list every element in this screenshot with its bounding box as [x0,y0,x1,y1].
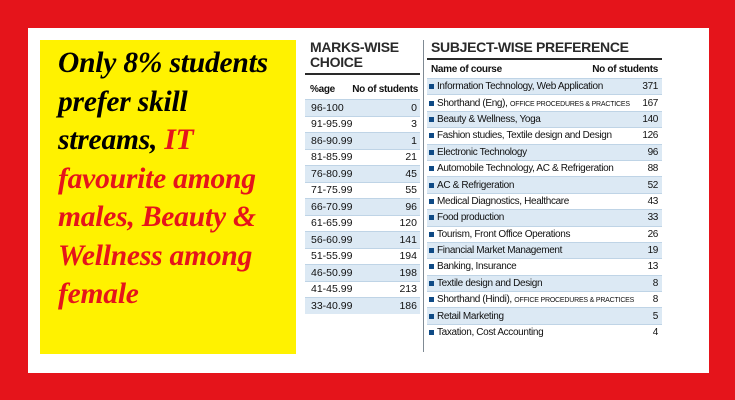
marks-range: 76-80.99 [311,167,353,180]
course-name-suffix: OFFICE PROCEDURES & PRACTICES [510,100,630,108]
course-name [437,245,646,256]
square-bullet-icon [429,117,434,122]
course-name-text: Tourism, Front Office Operations [437,228,571,240]
square-bullet-icon [429,101,434,106]
table-row [427,160,662,176]
marks-table-body [305,99,420,314]
table-row [305,231,420,248]
course-count: 88 [647,163,658,175]
course-name [437,98,640,109]
headline-red-text: IT favourite among males, Beauty & Wellness among female [58,124,256,310]
table-row [305,165,420,182]
table-row [427,275,662,291]
course-name [437,81,640,92]
course-count: 33 [647,212,658,224]
course-name-suffix: OFFICE PROCEDURES & PRACTICES [514,297,635,305]
marks-range: 33-40.99 [311,299,353,312]
marks-count: 198 [399,266,417,279]
marks-range: 81-85.99 [311,151,353,164]
square-bullet-icon [429,248,434,253]
course-name-text: AC & Refrigeration [437,179,515,191]
course-name-text: Textile design and Design [437,277,543,289]
course-name [437,196,646,207]
marks-range: 71-75.99 [311,184,353,197]
course-count: 140 [642,113,658,125]
marks-range: 66-70.99 [311,200,353,213]
course-name [437,311,651,322]
marks-range: 41-45.99 [311,283,353,296]
table-row [305,99,420,116]
table-row [305,264,420,281]
course-count: 13 [647,261,658,273]
marks-col-students: No of students [352,84,418,95]
marks-wise-table [305,40,420,314]
course-name [437,294,651,305]
course-name-text: Shorthand (Hindi), [437,294,515,306]
course-count: 96 [647,146,658,158]
square-bullet-icon [429,232,434,237]
course-count: 52 [647,179,658,191]
course-name-text: Financial Market Management [437,245,563,257]
subject-table-title: SUBJECT-WISE PREFERENCE [431,39,629,55]
square-bullet-icon [429,183,434,188]
table-row [305,198,420,215]
marks-range: 91-95.99 [311,118,353,131]
square-bullet-icon [429,297,434,302]
course-name-text: Retail Marketing [437,310,504,322]
course-count: 5 [652,310,658,322]
subject-table-body [427,78,662,340]
square-bullet-icon [429,150,434,155]
course-name-text: Beauty & Wellness, Yoga [437,113,541,125]
course-count: 26 [647,228,658,240]
course-name [437,229,646,240]
marks-table-header [305,75,420,99]
square-bullet-icon [429,84,434,89]
marks-count: 3 [411,118,417,131]
subject-wise-table [427,40,662,340]
square-bullet-icon [429,133,434,138]
table-row [305,281,420,298]
course-name-text: Electronic Technology [437,146,527,158]
table-row [427,94,662,110]
table-row [427,193,662,209]
course-count: 8 [652,277,658,289]
square-bullet-icon [429,281,434,286]
marks-count: 21 [405,151,417,164]
column-divider [423,40,424,352]
marks-range: 46-50.99 [311,266,353,279]
table-row [305,297,420,314]
square-bullet-icon [429,330,434,335]
course-count: 19 [647,245,658,257]
marks-title-line1: MARKS-WISE [310,39,399,55]
course-name [437,327,651,338]
subject-col-students: No of students [592,64,658,75]
table-row [427,144,662,160]
table-row [427,226,662,242]
marks-range: 86-90.99 [311,134,353,147]
course-name-text: Banking, Insurance [437,261,517,273]
square-bullet-icon [429,166,434,171]
table-row [427,242,662,258]
course-name-text: Medical Diagnostics, Healthcare [437,195,569,207]
table-row [427,307,662,323]
table-row [427,111,662,127]
course-count: 371 [642,81,658,93]
table-row [305,116,420,133]
course-count: 8 [652,294,658,306]
table-row [305,182,420,199]
square-bullet-icon [429,199,434,204]
table-row [427,78,662,94]
subject-table-header [427,60,662,78]
course-name [437,278,651,289]
headline-black-text: Only 8% students prefer skill streams, [58,47,268,156]
course-count: 43 [647,195,658,207]
headline-box [40,40,296,354]
course-name [437,212,646,223]
course-count: 167 [642,97,658,109]
course-name [437,261,646,272]
table-row [305,248,420,265]
course-name-text: Fashion studies, Textile design and Design [437,130,612,142]
table-row [305,149,420,166]
course-name-text: Automobile Technology, AC & Refrigeration [437,163,614,175]
course-name [437,114,640,125]
marks-col-age: %age [310,84,335,95]
marks-count: 141 [399,233,417,246]
table-row [427,258,662,274]
square-bullet-icon [429,264,434,269]
marks-count: 213 [399,283,417,296]
marks-count: 55 [405,184,417,197]
square-bullet-icon [429,215,434,220]
marks-range: 61-65.99 [311,217,353,230]
marks-count: 194 [399,250,417,263]
course-count: 126 [642,130,658,142]
marks-range: 51-55.99 [311,250,353,263]
course-name-text: Information Technology, Web Application [437,81,603,93]
course-count: 4 [652,327,658,339]
marks-count: 0 [411,101,417,114]
headline [58,44,290,314]
course-name-text: Food production [437,212,505,224]
marks-title-line2: CHOICE [310,54,363,70]
marks-table-title [305,40,420,70]
table-row [427,291,662,307]
table-row [427,209,662,225]
marks-count: 186 [399,299,417,312]
course-name [437,163,646,174]
marks-count: 96 [405,200,417,213]
marks-count: 1 [411,134,417,147]
marks-count: 45 [405,167,417,180]
course-name [437,147,646,158]
subject-col-course: Name of course [431,64,502,75]
course-name-text: Shorthand (Eng), [437,97,510,109]
square-bullet-icon [429,314,434,319]
course-name-text: Taxation, Cost Accounting [437,327,544,339]
marks-range: 56-60.99 [311,233,353,246]
marks-count: 120 [399,217,417,230]
table-row [305,132,420,149]
course-name [437,130,640,141]
table-row [427,324,662,340]
table-row [305,215,420,232]
marks-range: 96-100 [311,101,344,114]
table-row [427,127,662,143]
course-name [437,180,646,191]
table-row [427,176,662,192]
